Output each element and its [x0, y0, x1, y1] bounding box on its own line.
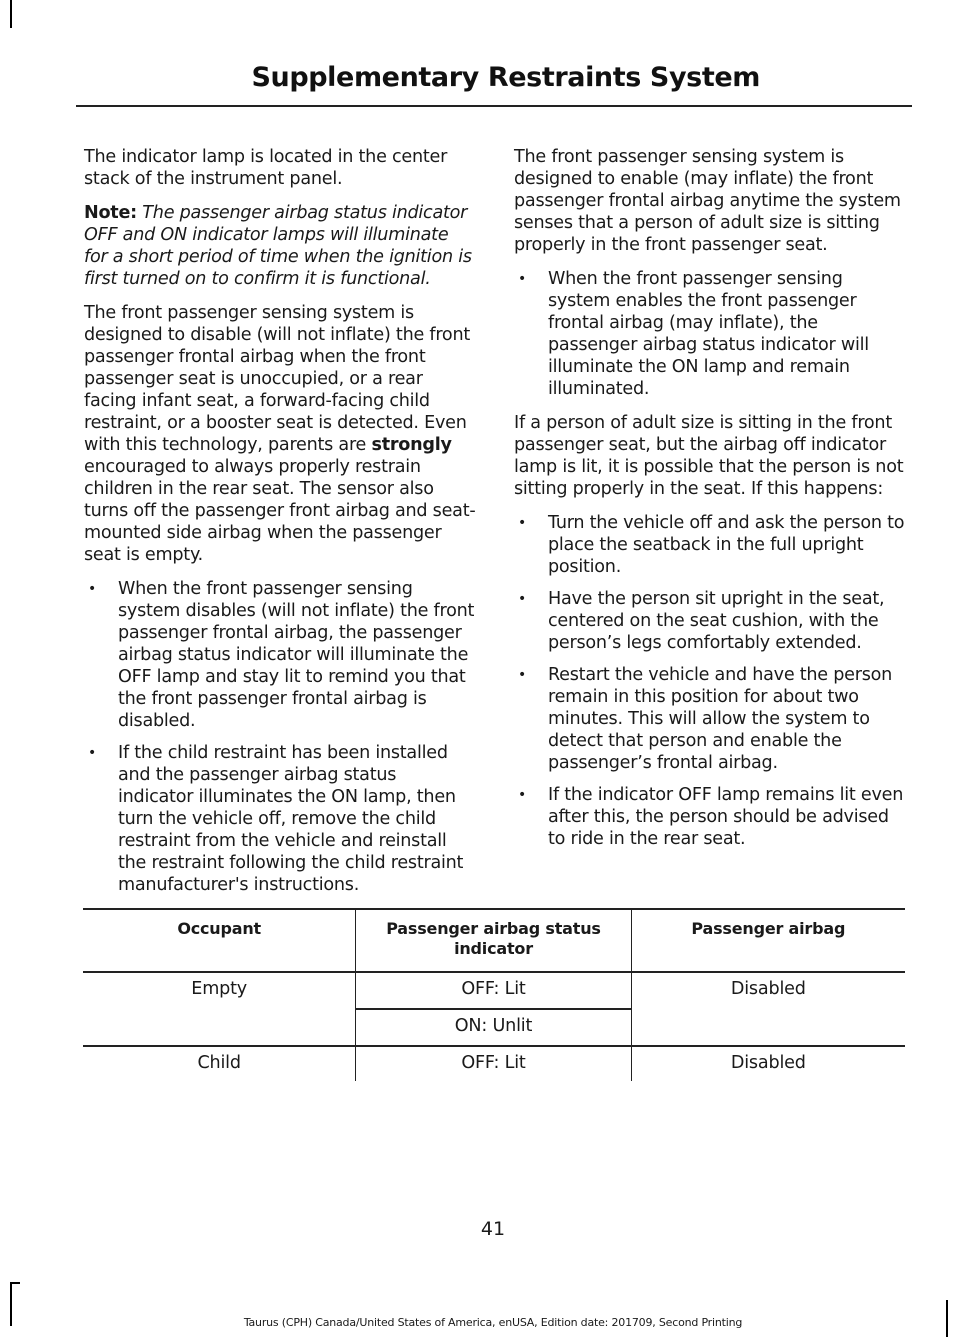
bullet-item: • When the front passenger sensing system enables the front passenger frontal airbag (may inflate), the passenger airbag status indicator will illuminate the ON lamp and remain illuminated. — [514, 268, 908, 400]
left-column — [84, 146, 476, 908]
note — [84, 202, 476, 290]
note-label: Note: — [84, 203, 137, 223]
title-rule — [76, 105, 912, 107]
cell-indicator: ON: Unlit — [356, 1009, 631, 1046]
paragraph — [84, 302, 476, 566]
note-text: The passenger airbag status indicator OFF and ON indicator lamps will illuminate for a short period of time when the ignition is first turned on to confirm it is functional. — [84, 203, 472, 289]
cell-airbag: Disabled — [631, 972, 905, 1046]
bullet-item: • If the indicator OFF lamp remains lit even after this, the person should be advised to ride in the rear seat. — [514, 784, 908, 850]
table-row — [83, 972, 905, 1009]
paragraph: The indicator lamp is located in the center stack of the instrument panel. — [84, 147, 448, 189]
cell-occupant: Empty — [83, 972, 356, 1046]
bullet-item: • Restart the vehicle and have the person remain in this position for about two minutes. This will allow the system to detect that person and enable the passenger’s frontal airbag. — [514, 664, 908, 774]
table-header-row — [83, 909, 905, 972]
bullet-item: • Turn the vehicle off and ask the person to place the seatback in the full upright position. — [514, 512, 908, 578]
right-column — [514, 146, 908, 862]
table-row — [83, 1046, 905, 1081]
paragraph: The front passenger sensing system is designed to enable (may inflate) the front passenger frontal airbag anytime the system senses that a person of adult size is sitting properly in the front passenger seat. — [514, 147, 901, 255]
column-header-airbag: Passenger airbag — [631, 909, 905, 972]
paragraph: If a person of adult size is sitting in the front passenger seat, but the airbag off indicator lamp is lit, it is possible that the person is not sitting properly in the seat. If this happens: — [514, 413, 904, 499]
bullet-list — [514, 268, 908, 400]
page-number: 41 — [480, 1218, 506, 1240]
column-header-indicator: Passenger airbag status indicator — [356, 909, 631, 972]
column-header-occupant: Occupant — [83, 909, 356, 972]
cell-indicator: OFF: Lit — [356, 972, 631, 1009]
airbag-status-table — [83, 908, 905, 1081]
paragraph-text: The front passenger sensing system is designed to disable (will not inflate) the front passenger frontal airbag when the front passenger seat is unoccupied, or a rear facing infant seat, a forward-facing child restraint, or a booster seat is detected. Even with this technology, parents are — [84, 303, 470, 455]
bullet-item: • If the child restraint has been installed and the passenger airbag status indicator illuminates the ON lamp, then turn the vehicle off, remove the child restraint from the vehicle and reinstall the restraint following the child restraint manufacturer's instructions. — [84, 742, 476, 896]
page-title: Supplementary Restraints System — [251, 62, 760, 93]
crop-mark — [10, 1282, 20, 1284]
bullet-list — [514, 512, 908, 850]
cell-indicator: OFF: Lit — [356, 1046, 631, 1081]
cell-airbag: Disabled — [730, 1053, 806, 1073]
cell-occupant: Child — [197, 1053, 241, 1073]
paragraph-text: encouraged to always properly restrain children in the rear seat. The sensor also turns off the passenger front airbag and seat-mounted side airbag when the passenger seat is empty. — [84, 457, 476, 565]
strong-text: strongly — [371, 435, 452, 455]
edition-footer: Taurus (CPH) Canada/United States of America, enUSA, Edition date: 201709, Second Printing — [243, 1316, 743, 1329]
bullet-item: • When the front passenger sensing system disables (will not inflate) the front passenger frontal airbag, the passenger airbag status indicator will illuminate the OFF lamp and stay lit to remind you that the front passenger frontal airbag is disabled. — [84, 578, 476, 732]
crop-mark — [10, 0, 12, 28]
bullet-item: • Have the person sit upright in the seat, centered on the seat cushion, with the person’s legs comfortably extended. — [514, 588, 908, 654]
bullet-list — [84, 578, 476, 896]
